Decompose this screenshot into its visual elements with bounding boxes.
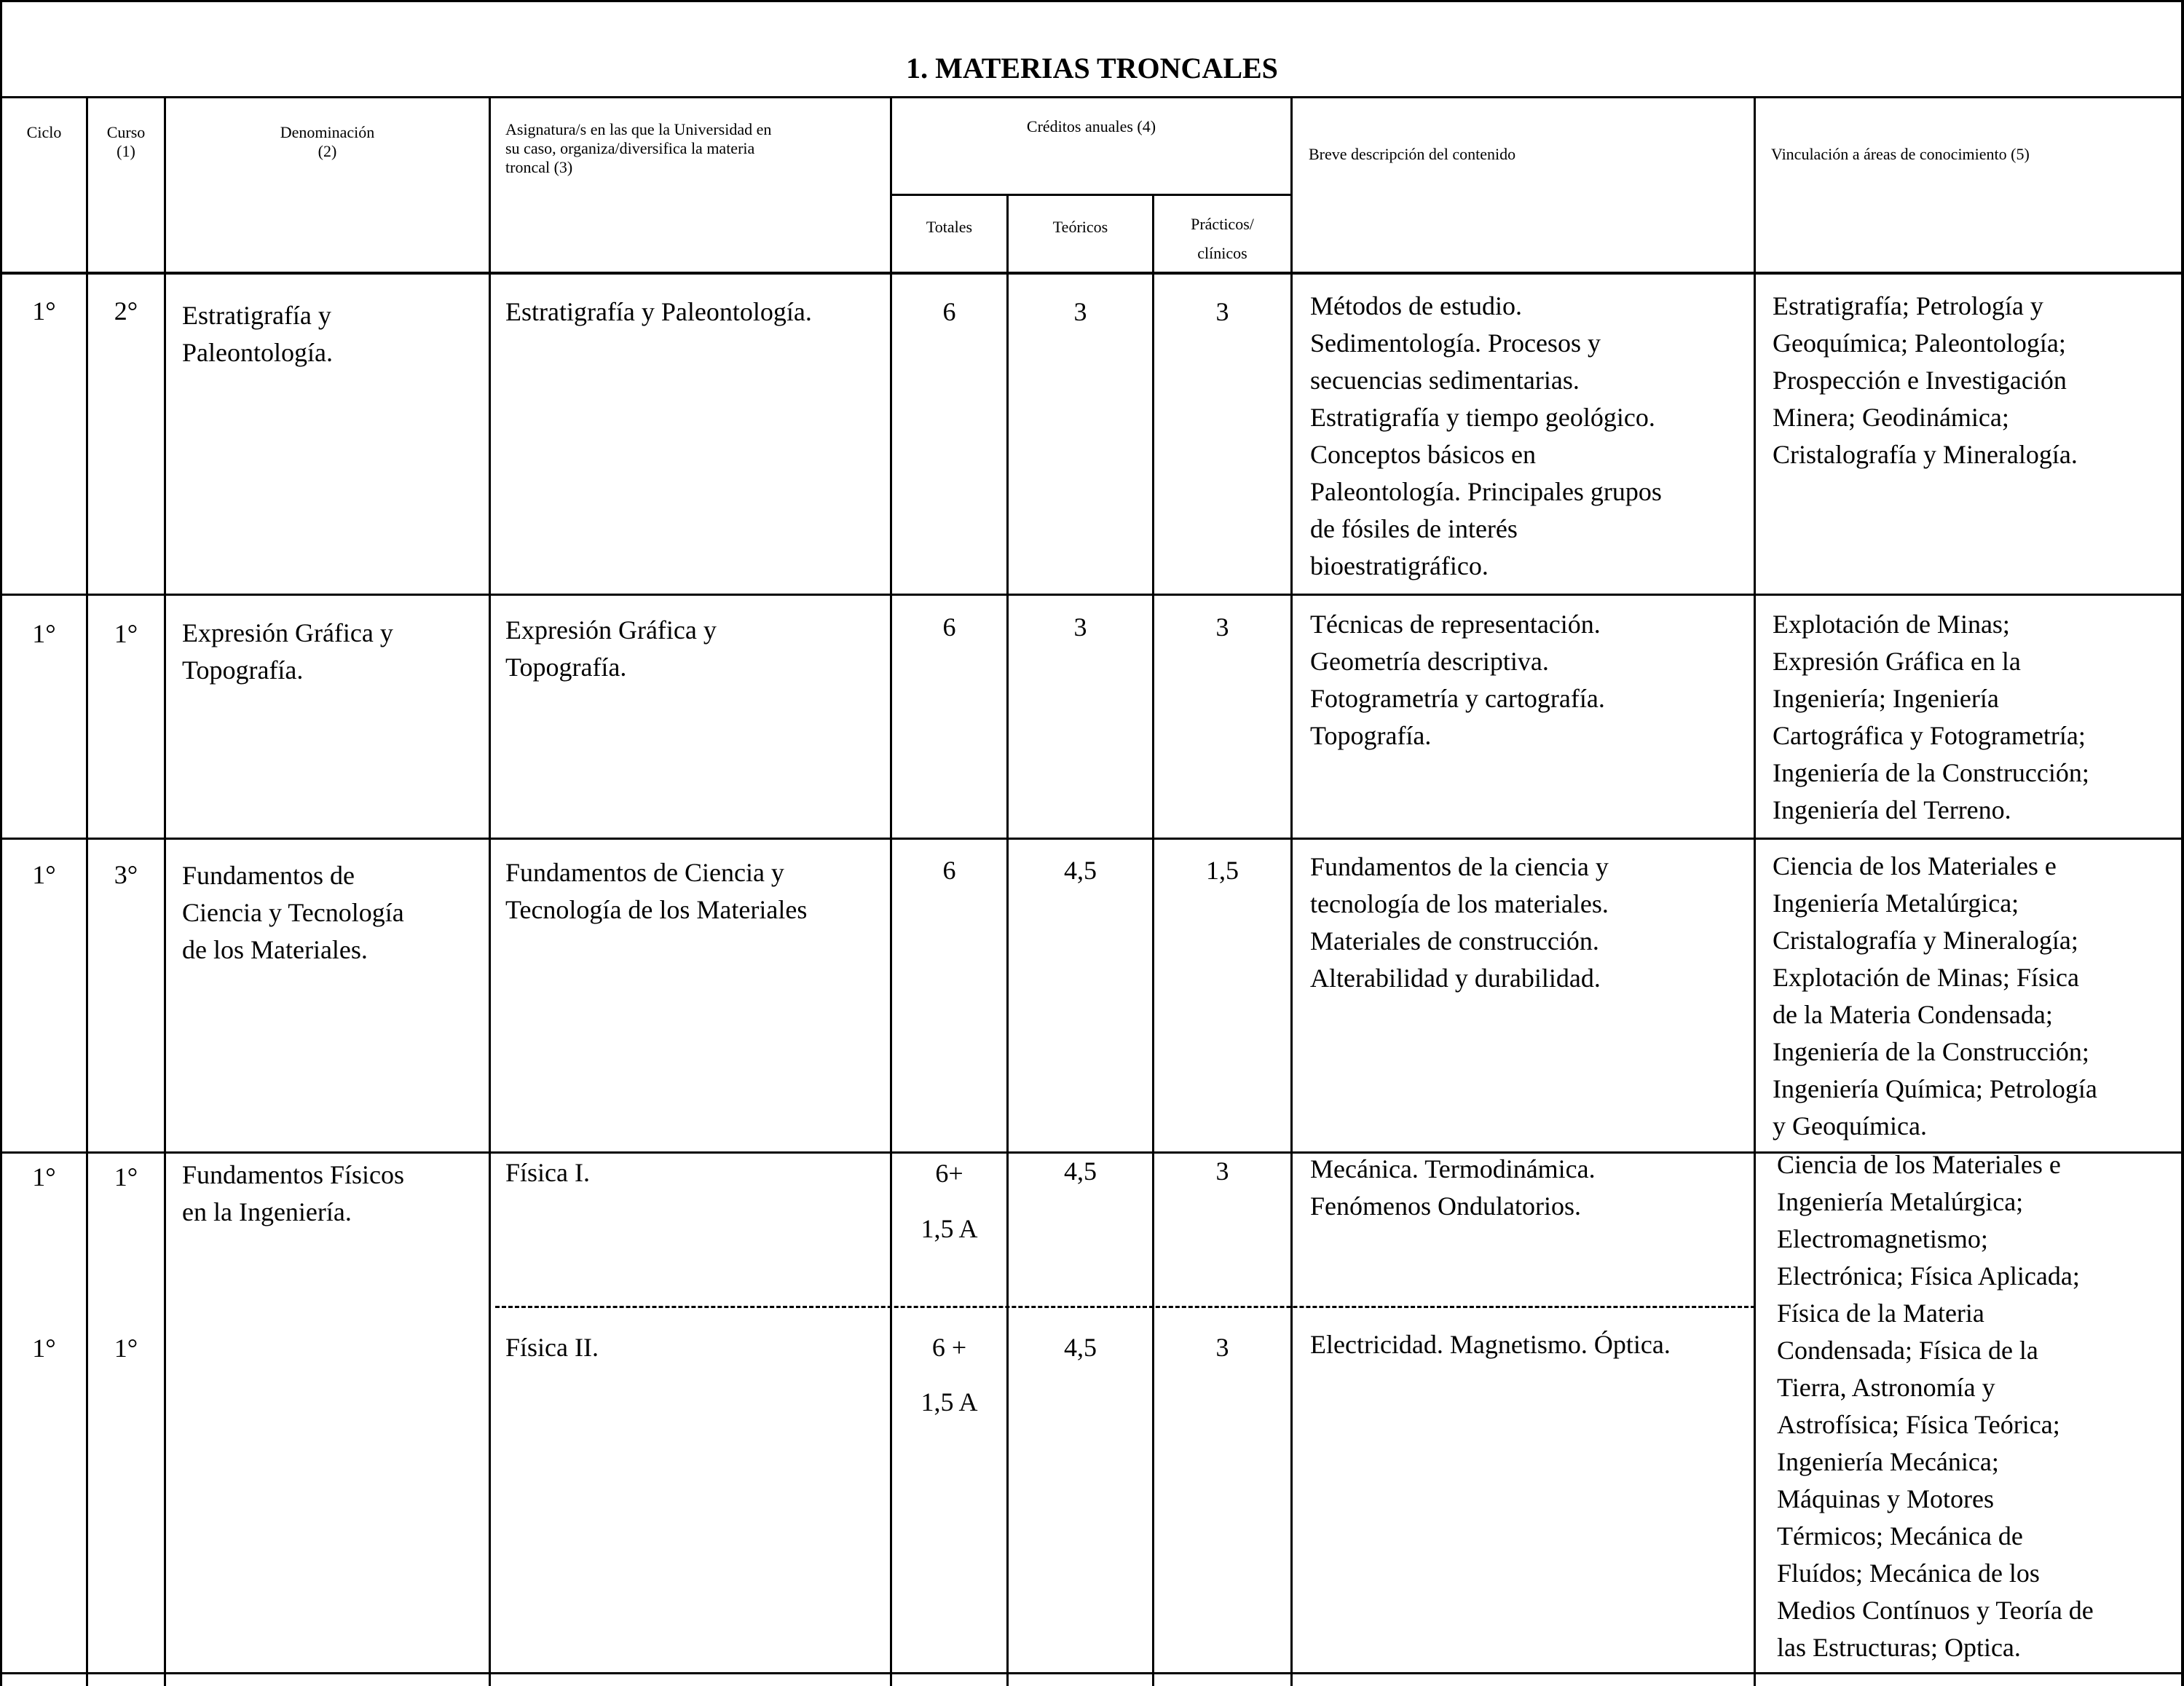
cell-curso: 3° — [114, 860, 138, 889]
cell-descripcion: Topografía. — [1310, 721, 1432, 750]
cell-descripcion: Fenómenos Ondulatorios. — [1310, 1191, 1581, 1221]
cell-vinculacion: Ingeniería; Ingeniería — [1773, 684, 1999, 713]
cell-vinculacion: Ingeniería de la Construcción; — [1773, 1037, 2089, 1066]
cell-totales: 6 — [942, 856, 956, 885]
cell-totales: 1,5 A — [920, 1214, 978, 1243]
cell-descripcion: Geometría descriptiva. — [1310, 647, 1549, 676]
header-practicos-line2: clínicos — [1197, 244, 1247, 262]
header-denominacion: Denominación — [280, 123, 375, 141]
cell-vinculacion: Fluídos; Mecánica de los — [1777, 1559, 2040, 1588]
cell-teoricos: 4,5 — [1064, 1333, 1097, 1362]
cell-ciclo: 1° — [32, 619, 56, 648]
cell-asignatura: Fundamentos de Ciencia y — [505, 858, 784, 887]
cell-denominacion: de los Materiales. — [182, 935, 368, 964]
cell-denominacion: Paleontología. — [182, 338, 333, 367]
cell-practicos: 3 — [1215, 1333, 1229, 1362]
header-asignatura: Asignatura/s en las que la Universidad en — [505, 120, 772, 138]
cell-descripcion: de fósiles de interés — [1310, 514, 1518, 543]
cell-vinculacion: Prospección e Investigación — [1773, 366, 2067, 395]
cell-descripcion: tecnología de los materiales. — [1310, 889, 1609, 918]
cell-totales: 6+ — [935, 1159, 963, 1188]
header-totales: Totales — [926, 218, 973, 236]
cell-denominacion: Topografía. — [182, 655, 304, 685]
dashed-separator — [495, 1306, 1755, 1308]
header-curso: Curso — [106, 123, 146, 141]
cell-vinculacion: y Geoquímica. — [1773, 1111, 1927, 1141]
cell-vinculacion: Física de la Materia — [1777, 1299, 1984, 1328]
page-title: 1. MATERIAS TRONCALES — [906, 52, 1278, 84]
cell-denominacion: Expresión Gráfica y — [182, 618, 393, 647]
rule — [1152, 194, 1154, 1686]
cell-vinculacion: Ingeniería de la Construcción; — [1773, 758, 2089, 787]
cell-vinculacion: Minera; Geodinámica; — [1773, 403, 2009, 432]
cell-vinculacion: Ingeniería Metalúrgica; — [1773, 889, 2019, 918]
cell-ciclo: 1° — [32, 296, 56, 326]
cell-vinculacion: Ciencia de los Materiales e — [1773, 851, 2057, 881]
header-creditos: Créditos anuales (4) — [1026, 117, 1156, 135]
rule — [0, 1672, 2184, 1674]
cell-vinculacion: Astrofísica; Física Teórica; — [1777, 1410, 2060, 1439]
cell-teoricos: 4,5 — [1064, 856, 1097, 885]
rule — [1754, 96, 1756, 1686]
cell-curso: 1° — [114, 1162, 138, 1191]
cell-vinculacion: Ciencia de los Materiales e — [1777, 1150, 2061, 1179]
header-asignatura-line3: troncal (3) — [505, 158, 573, 176]
rule — [1006, 194, 1009, 1686]
cell-vinculacion: las Estructuras; Optica. — [1777, 1633, 2021, 1662]
cell-denominacion: Estratigrafía y — [182, 301, 331, 330]
cell-vinculacion: Explotación de Minas; Física — [1773, 963, 2079, 992]
cell-descripcion: Mecánica. Termodinámica. — [1310, 1154, 1596, 1183]
cell-ciclo: 1° — [32, 1334, 56, 1363]
cell-ciclo: 1° — [32, 1162, 56, 1191]
cell-teoricos: 3 — [1073, 297, 1087, 326]
cell-descripcion: Sedimentología. Procesos y — [1310, 328, 1601, 358]
cell-teoricos: 3 — [1073, 612, 1087, 642]
cell-teoricos: 4,5 — [1064, 1157, 1097, 1186]
rule — [890, 96, 892, 1686]
cell-totales: 6 + — [931, 1333, 967, 1362]
cell-descripcion: Paleontología. Principales grupos — [1310, 477, 1662, 506]
cell-vinculacion: Ingeniería del Terreno. — [1773, 795, 2011, 824]
cell-vinculacion: Cristalografía y Mineralogía; — [1773, 926, 2078, 955]
cell-vinculacion: Térmicos; Mecánica de — [1777, 1521, 2023, 1551]
cell-denominacion: Ciencia y Tecnología — [182, 898, 404, 927]
cell-descripcion: secuencias sedimentarias. — [1310, 366, 1580, 395]
cell-asignatura: Física I. — [505, 1158, 590, 1187]
cell-asignatura: Expresión Gráfica y — [505, 615, 717, 645]
cell-vinculacion: de la Materia Condensada; — [1773, 1000, 2053, 1029]
cell-descripcion: Fundamentos de la ciencia y — [1310, 852, 1609, 881]
cell-descripcion: Técnicas de representación. — [1310, 610, 1601, 639]
cell-descripcion: bioestratigráfico. — [1310, 551, 1489, 580]
cell-totales: 6 — [942, 297, 956, 326]
cell-practicos: 3 — [1215, 297, 1229, 326]
cell-curso: 2° — [114, 296, 138, 326]
cell-descripcion: Electricidad. Magnetismo. Óptica. — [1310, 1330, 1671, 1359]
rule — [164, 96, 166, 1686]
cell-vinculacion: Expresión Gráfica en la — [1773, 647, 2021, 676]
cell-vinculacion: Explotación de Minas; — [1773, 610, 2010, 639]
cell-vinculacion: Geoquímica; Paleontología; — [1773, 328, 2066, 358]
cell-descripcion: Materiales de construcción. — [1310, 926, 1599, 956]
cell-totales: 1,5 A — [920, 1387, 978, 1417]
header-practicos: Prácticos/ — [1191, 215, 1254, 233]
cell-vinculacion: Tierra, Astronomía y — [1777, 1373, 1995, 1402]
rule — [0, 594, 2184, 596]
rule — [0, 96, 2184, 98]
cell-denominacion: en la Ingeniería. — [182, 1197, 352, 1226]
cell-totales: 6 — [942, 612, 956, 642]
cell-vinculacion: Medios Contínuos y Teoría de — [1777, 1596, 2094, 1625]
cell-practicos: 3 — [1215, 612, 1229, 642]
cell-descripcion: Métodos de estudio. — [1310, 291, 1522, 320]
header-teoricos: Teóricos — [1052, 218, 1108, 236]
rule — [1290, 96, 1293, 1686]
cell-vinculacion: Estratigrafía; Petrología y — [1773, 291, 2043, 320]
cell-practicos: 1,5 — [1206, 856, 1239, 885]
cell-vinculacion: Cartográfica y Fotogrametría; — [1773, 721, 2086, 750]
cell-ciclo: 1° — [32, 860, 56, 889]
header-vinculacion: Vinculación a áreas de conocimiento (5) — [1771, 145, 2030, 163]
cell-vinculacion: Ingeniería Mecánica; — [1777, 1447, 1999, 1476]
cell-descripcion: Alterabilidad y durabilidad. — [1310, 964, 1601, 993]
cell-vinculacion: Cristalografía y Mineralogía. — [1773, 440, 2078, 469]
rule — [890, 194, 1290, 196]
header-ciclo: Ciclo — [26, 123, 62, 141]
cell-asignatura: Física II. — [505, 1333, 599, 1362]
header-descripcion: Breve descripción del contenido — [1309, 145, 1516, 163]
header-asignatura-line2: su caso, organiza/diversifica la materia — [505, 139, 755, 157]
rule — [2181, 0, 2184, 1686]
cell-curso: 1° — [114, 619, 138, 648]
rule — [0, 838, 2184, 840]
cell-denominacion: Fundamentos de — [182, 861, 355, 890]
cell-asignatura: Tecnología de los Materiales — [505, 895, 808, 924]
cell-descripcion: Conceptos básicos en — [1310, 440, 1536, 469]
cell-vinculacion: Máquinas y Motores — [1777, 1484, 1994, 1513]
rule — [489, 96, 491, 1686]
rule — [0, 0, 2184, 2]
cell-vinculacion: Electromagnetismo; — [1777, 1224, 1988, 1253]
cell-practicos: 3 — [1215, 1157, 1229, 1186]
header-denominacion-note: (2) — [318, 142, 337, 160]
cell-vinculacion: Condensada; Física de la — [1777, 1336, 2038, 1365]
rule — [0, 0, 2, 1686]
cell-asignatura: Estratigrafía y Paleontología. — [505, 297, 812, 326]
cell-asignatura: Topografía. — [505, 653, 627, 682]
cell-denominacion: Fundamentos Físicos — [182, 1160, 405, 1189]
cell-descripcion: Estratigrafía y tiempo geológico. — [1310, 403, 1655, 432]
cell-vinculacion: Ingeniería Química; Petrología — [1773, 1074, 2097, 1103]
cell-descripcion: Fotogrametría y cartografía. — [1310, 684, 1605, 713]
cell-vinculacion: Electrónica; Física Aplicada; — [1777, 1261, 2080, 1291]
rule — [0, 272, 2184, 275]
header-curso-note: (1) — [117, 142, 135, 160]
cell-vinculacion: Ingeniería Metalúrgica; — [1777, 1187, 2024, 1216]
cell-curso: 1° — [114, 1334, 138, 1363]
